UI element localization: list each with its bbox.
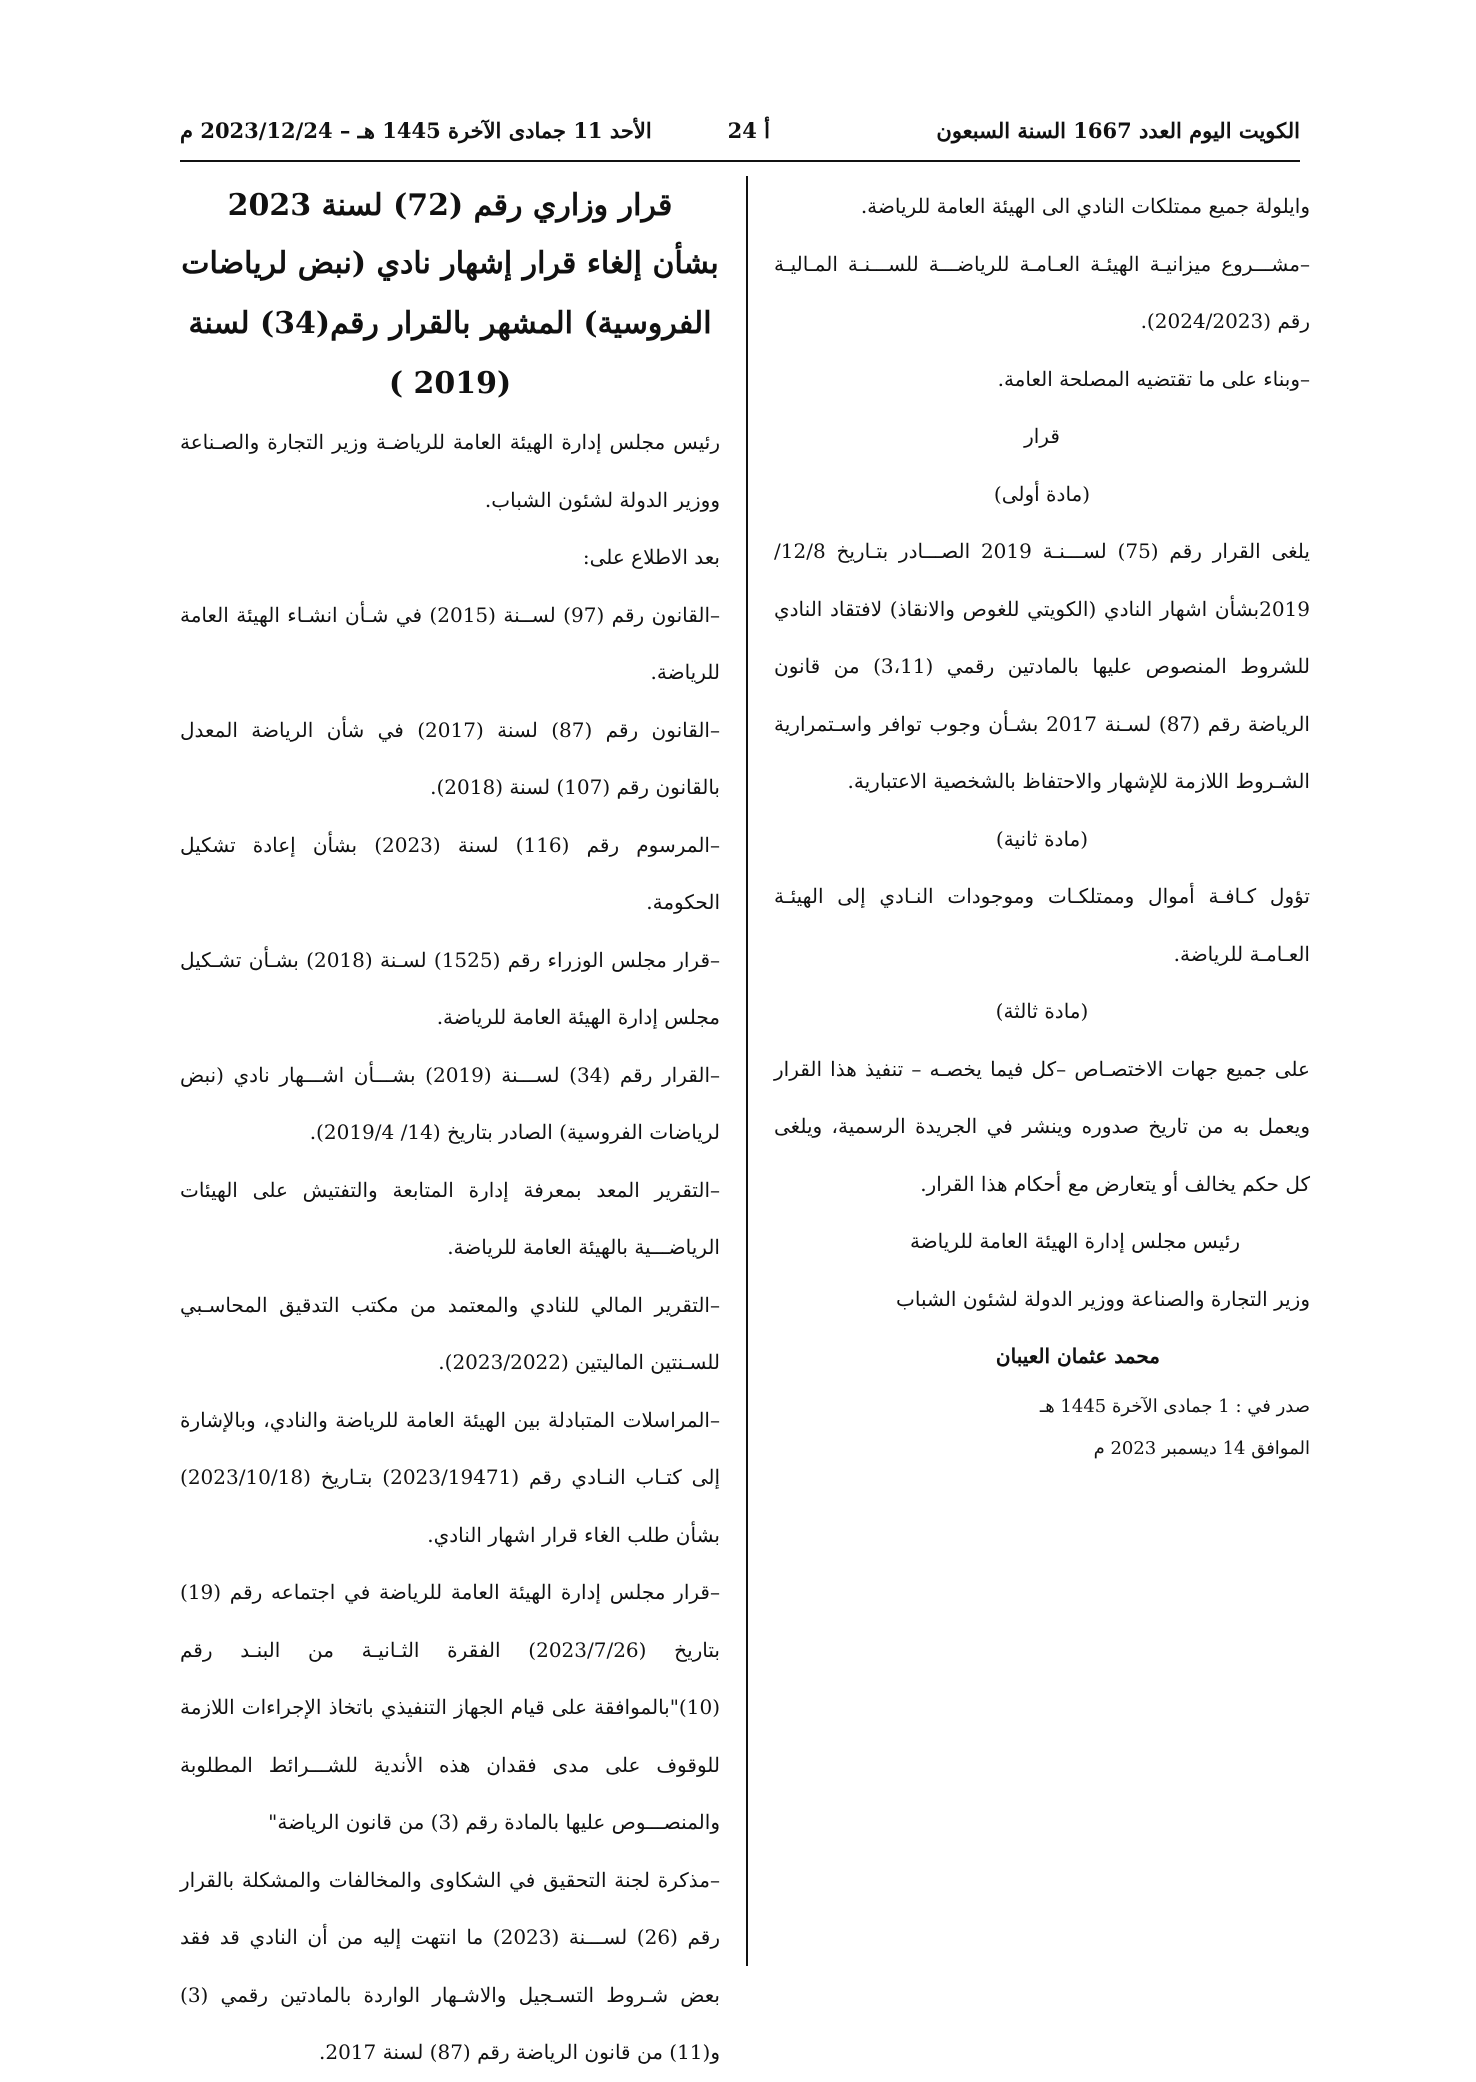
page-number: أ 24: [727, 118, 770, 143]
after-review: بعد الاطلاع على:: [582, 545, 720, 569]
page-header: [180, 118, 1300, 156]
header-rule: [180, 160, 1300, 162]
paragraph: –مشـــروع ميزانيـة الهيئـة العـامـة للرياضـــة للســـنـة المـاليـة رقم (2024/2023).: [774, 251, 1310, 333]
list-item: –التقرير المعد بمعرفة إدارة المتابعة والتفتيش على الهيئات الرياضـــية بالهيئة العامة للرياضة.: [180, 1177, 720, 1259]
signer-title: وزير التجارة والصناعة ووزير الدولة لشئون الشباب: [896, 1286, 1310, 1311]
paragraph: –وبناء على ما تقتضيه المصلحة العامة.: [997, 366, 1310, 391]
article1-text: يلغى القرار رقم (75) لســـنـة 2019 الصـــادر بتـاريخ 12/8/ 2019بشأن اشهار النادي (الكويتي للغوص والانقاذ) لافتقاد النادي للشروط المنصوص عليها بالمادتين رقمي (3،11) من قانون الرياضة رقم (87) لسـنة 2017 بشـأن وجوب توافر واسـتمرارية الشـروط اللازمة للإشهار والاحتفاظ بالشخصية الاعتبارية.: [774, 539, 1310, 793]
list-item: –القانون رقم (87) لسنة (2017) في شأن الرياضة المعدل بالقانون رقم (107) لسنة (2018).: [180, 717, 720, 799]
issue-date: صدر في : 1 جمادى الآخرة 1445 هـ: [1039, 1395, 1310, 1417]
article1-heading: (مادة أولى): [993, 481, 1091, 506]
paragraph: وايلولة جميع ممتلكات النادي الى الهيئة العامة للرياضة.: [860, 194, 1310, 218]
right-column: [774, 178, 1310, 1470]
decree-subtitle: بشأن إلغاء قرار إشهار نادي (نبض لرياضات الفروسية) المشهر بالقرار رقم(34) لسنة (2019 ): [181, 246, 719, 401]
intro-paragraph: رئيس مجلس إدارة الهيئة العامة للرياضـة وزير التجارة والصـناعة ووزير الدولة لشئون الشباب.: [180, 430, 720, 512]
left-column: [180, 178, 720, 2082]
gazette-issue: الكويت اليوم العدد 1667 السنة السبعون: [936, 118, 1300, 143]
column-divider: [746, 176, 748, 1966]
list-item: –التقرير المالي للنادي والمعتمد من مكتب التدقيق المحاسـبي للسـنتين الماليتين (2023/2022).: [180, 1292, 720, 1374]
signer-name: محمد عثمان العيبان: [995, 1344, 1160, 1368]
gregorian-date: الموافق 14 ديسمبر 2023 م: [1093, 1437, 1310, 1459]
list-item: –القانون رقم (97) لســنة (2015) في شـأن انشـاء الهيئة العامة للرياضة.: [180, 602, 721, 684]
article3-text: على جميع جهات الاختصـاص –كل فيما يخصـه – تنفيذ هذا القرار ويعمل به من تاريخ صدوره وينشر في الجريدة الرسمية، ويلغى كل حكم يخالف أو يتعارض مع أحكام هذا القرار.: [774, 1056, 1310, 1196]
list-item: –مذكرة لجنة التحقيق في الشكاوى والمخالفات والمشكلة بالقرار رقم (26) لســـنة (2023) ما انتهت إليه من أن النادي قد فقد بعض شـروط التسـجيل والاشـهار الواردة بالمادتين رقمي (3) و(11) من قانون الرياضة رقم (87) لسنة 2017.: [180, 1867, 720, 2064]
list-item: –قرار مجلس إدارة الهيئة العامة للرياضة في اجتماعه رقم (19) بتاريخ (2023/7/26) الفقرة الثـانيـة من البنـد رقم (10)"بالموافقة على قيام الجهاز التنفيذي باتخاذ الإجراءات اللازمة للوقوف على مدى فقدان هذه الأندية للشـــرائط المطلوبة والمنصـــوص عليها بالمادة رقم (3) من قانون الرياضة": [180, 1580, 720, 1834]
decree-title: قرار وزاري رقم (72) لسنة 2023: [227, 188, 673, 223]
list-item: –المرسوم رقم (116) لسنة (2023) بشأن إعادة تشكيل الحكومة.: [180, 832, 720, 914]
list-item: –القرار رقم (34) لســـنة (2019) بشـــأن اشـــهار نادي (نبض لرياضات الفروسية) الصادر بتاريخ (14/ 2019/4).: [180, 1062, 720, 1144]
article3-heading: (مادة ثالثة): [995, 999, 1089, 1023]
signer-title: رئيس مجلس إدارة الهيئة العامة للرياضة: [909, 1229, 1240, 1253]
list-item: –قرار مجلس الوزراء رقم (1525) لسـنة (2018) بشـأن تشـكيل مجلس إدارة الهيئة العامة للرياضة.: [180, 947, 721, 1029]
header-date: الأحد 11 جمادى الآخرة 1445 هـ – 2023/12/24 م: [180, 118, 652, 143]
article2-text: تؤول كـافـة أموال وممتلكـات وموجودات النـادي إلى الهيئـة العـامـة للرياضة.: [774, 884, 1310, 966]
list-item: –المراسلات المتبادلة بين الهيئة العامة للرياضة والنادي، وبالإشارة إلى كتـاب النـادي رقم (2023/19471) بتـاريخ (2023/10/18) بشأن طلب الغاء قرار اشهار النادي.: [180, 1407, 720, 1547]
article2-heading: (مادة ثانية): [995, 826, 1089, 851]
decision-heading: قرار: [1024, 424, 1060, 448]
